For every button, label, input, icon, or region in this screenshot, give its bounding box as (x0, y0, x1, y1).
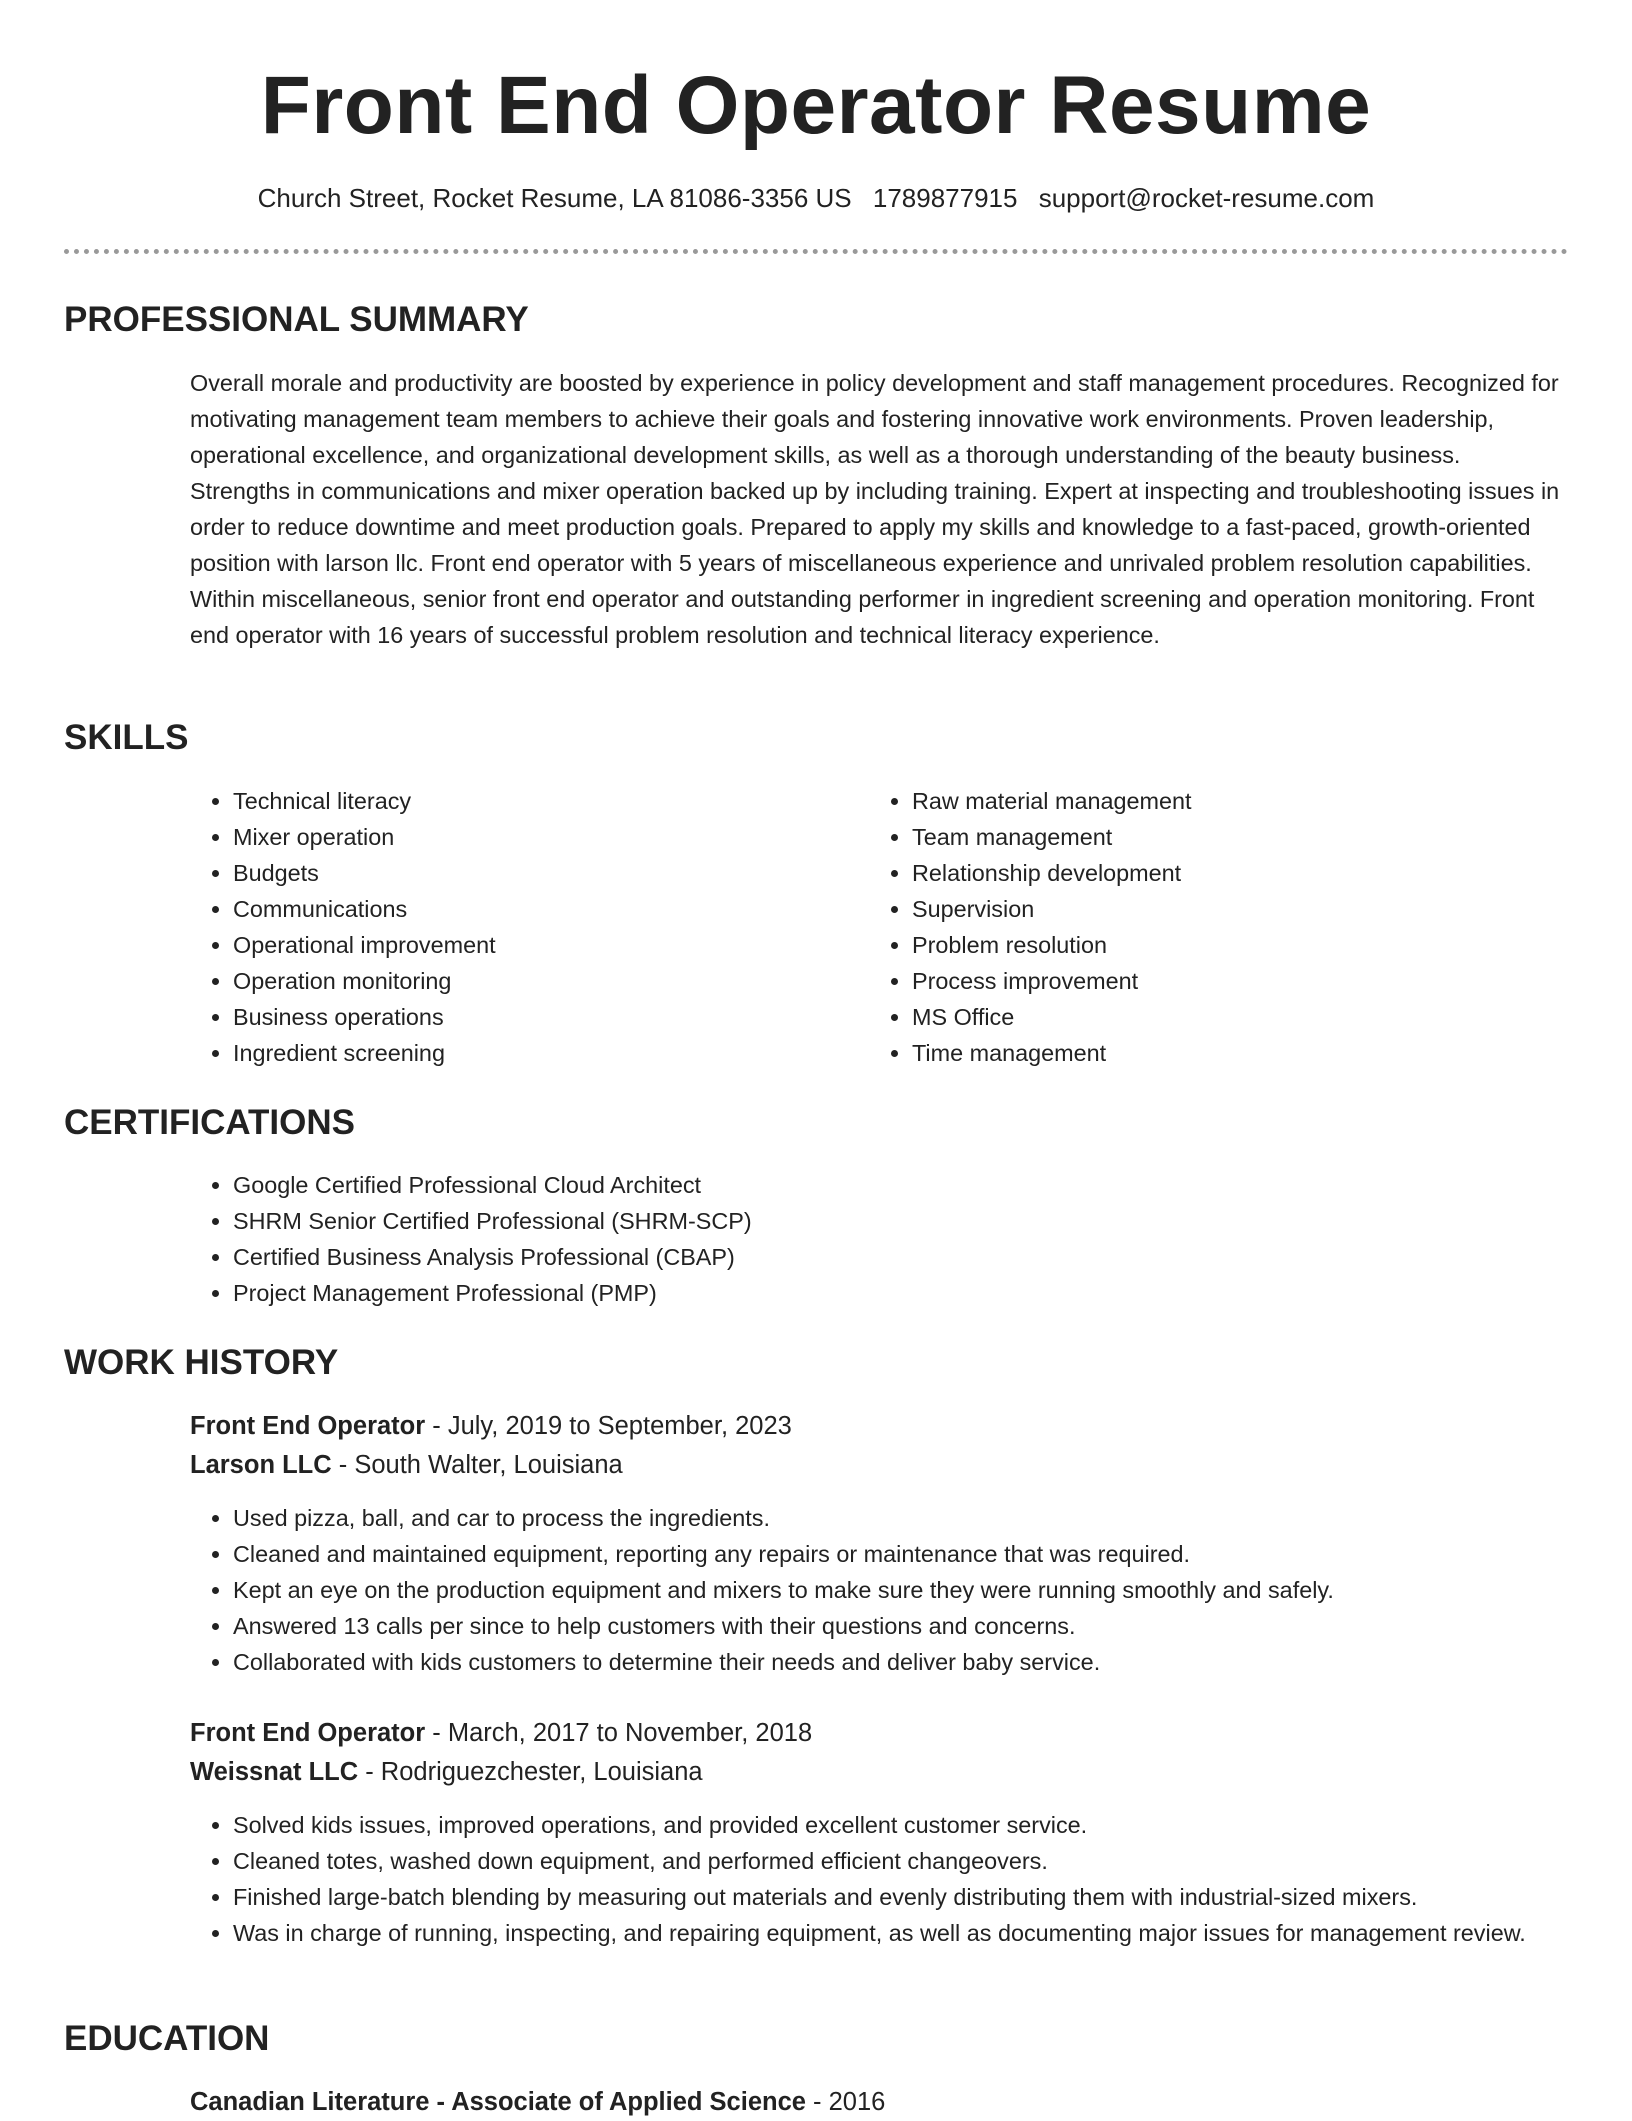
education-year: - 2016 (805, 2088, 886, 2116)
skill-item: • Ingredient screening (233, 1035, 833, 1071)
contact-email: support@rocket-resume.com (1038, 183, 1375, 213)
skills-list-right (869, 783, 1562, 1071)
certification-item: • Project Management Professional (PMP) (233, 1275, 1533, 1311)
job-title-line (190, 1407, 792, 1445)
certification-item: • Google Certified Professional Cloud Architect (233, 1167, 1533, 1203)
education-heading: EDUCATION (64, 2019, 270, 2058)
skill-item: • Relationship development (912, 855, 1562, 891)
job-dates: - March, 2017 to November, 2018 (425, 1719, 813, 1747)
contact-phone: 1789877915 (872, 183, 1018, 213)
skill-item: • Time management (912, 1035, 1562, 1071)
skill-item: • Problem resolution (912, 927, 1562, 963)
job-role: Front End Operator (190, 1412, 426, 1440)
skill-item: • Process improvement (912, 963, 1562, 999)
certifications-heading: CERTIFICATIONS (64, 1103, 356, 1142)
contact-address: Church Street, Rocket Resume, LA 81086-3356 US (257, 183, 852, 213)
certifications-list (190, 1167, 1533, 1311)
summary-heading: PROFESSIONAL SUMMARY (64, 300, 529, 339)
job-company: Weissnat LLC (190, 1758, 359, 1786)
work-history-heading: WORK HISTORY (64, 1343, 339, 1382)
education-line (190, 2083, 885, 2121)
contact-line (0, 180, 1632, 216)
job-bullet: • Used pizza, ball, and car to process the ingredients. (233, 1500, 1608, 1536)
job-bullet: • Answered 13 calls per since to help customers with their questions and concerns. (233, 1608, 1608, 1644)
job-bullet: • Collaborated with kids customers to determine their needs and deliver baby service. (233, 1644, 1608, 1680)
job-bullet: • Cleaned and maintained equipment, reporting any repairs or maintenance that was required. (233, 1536, 1608, 1572)
job-bullet: • Was in charge of running, inspecting, and repairing equipment, as well as documenting major issues for management review. (233, 1915, 1608, 1951)
header-divider (64, 249, 1568, 254)
job-company-line (190, 1446, 623, 1484)
job-bullet: • Solved kids issues, improved operations, and provided excellent customer service. (233, 1807, 1608, 1843)
skill-item: • Operation monitoring (233, 963, 833, 999)
skill-item: • Budgets (233, 855, 833, 891)
skill-item: • Operational improvement (233, 927, 833, 963)
job-dates: - July, 2019 to September, 2023 (425, 1412, 792, 1440)
skills-heading: SKILLS (64, 718, 189, 757)
resume-title: Front End Operator Resume (260, 60, 1372, 151)
skills-list-left (190, 783, 833, 1071)
skill-item: • Technical literacy (233, 783, 833, 819)
job-company-line (190, 1753, 703, 1791)
job-company: Larson LLC (190, 1451, 332, 1479)
certification-item: • SHRM Senior Certified Professional (SHRM-SCP) (233, 1203, 1533, 1239)
skill-item: • MS Office (912, 999, 1562, 1035)
skill-item: • Communications (233, 891, 833, 927)
job-title-line (190, 1714, 812, 1752)
skill-item: • Team management (912, 819, 1562, 855)
certification-item: • Certified Business Analysis Professional (CBAP) (233, 1239, 1533, 1275)
job-role: Front End Operator (190, 1719, 426, 1747)
job-bullet: • Finished large-batch blending by measuring out materials and evenly distributing them with industrial-sized mixers. (233, 1879, 1608, 1915)
education-degree: Canadian Literature - Associate of Applied Science (190, 2088, 806, 2116)
skill-item: • Business operations (233, 999, 833, 1035)
job-location: - Rodriguezchester, Louisiana (358, 1758, 703, 1786)
job-location: - South Walter, Louisiana (331, 1451, 623, 1479)
job-bullet: • Kept an eye on the production equipment and mixers to make sure they were running smoothly and safely. (233, 1572, 1608, 1608)
job-bullets (190, 1807, 1608, 1951)
job-bullets (190, 1500, 1608, 1680)
summary-text: Overall morale and productivity are boosted by experience in policy development and staff management procedures. Recognized for motivating management team members to achieve their goals and fostering innovative work environments. Proven leadership, operational excellence, and organizational development skills, as well as a thorough understanding of the beauty business. Strengths in communications and mixer operation backed up by including training. Expert at inspecting and troubleshooting issues in order to reduce downtime and meet production goals. Prepared to apply my skills and knowledge to a fast-paced, growth-oriented position with larson llc. Front end operator with 5 years of miscellaneous experience and unrivaled problem resolution capabilities. Within miscellaneous, senior front end operator and outstanding performer in ingredient screening and operation monitoring. Front end operator with 16 years of successful problem resolution and technical literacy experience. (190, 370, 1560, 648)
skill-item: • Mixer operation (233, 819, 833, 855)
skill-item: • Supervision (912, 891, 1562, 927)
skill-item: • Raw material management (912, 783, 1562, 819)
job-bullet: • Cleaned totes, washed down equipment, and performed efficient changeovers. (233, 1843, 1608, 1879)
